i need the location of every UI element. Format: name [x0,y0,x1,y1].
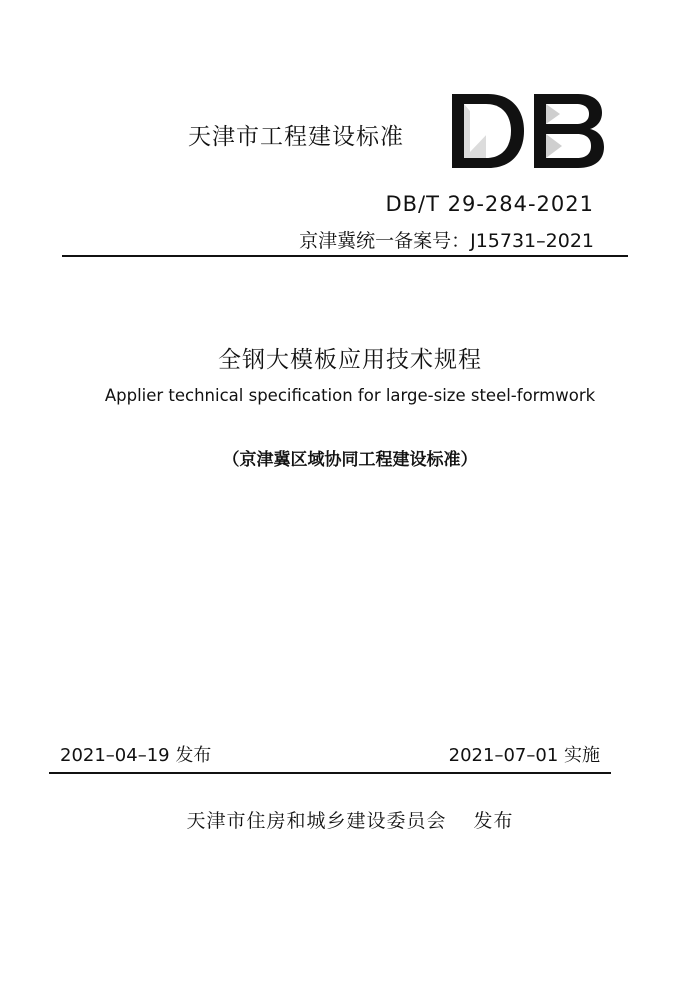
publisher: 天津市住房和城乡建设委员会 发布 [186,810,514,832]
db-logo-icon [448,90,608,172]
standard-number: DB/T 29-284-2021 [385,192,594,216]
issuer-title: 天津市工程建设标准 [188,124,404,150]
bottom-divider [49,772,611,774]
subtitle: （京津冀区域协同工程建设标准） [222,450,478,470]
record-number: 京津冀统一备案号：J15731–2021 [299,230,594,252]
top-divider [62,255,628,257]
implementation-date: 2021–07–01 实施 [448,745,600,766]
issue-date: 2021–04–19 发布 [60,745,212,766]
title-english: Applier technical specification for large-size steel-formwork [104,386,596,405]
title-chinese: 全钢大模板应用技术规程 [218,347,482,373]
db-logo [448,90,608,172]
